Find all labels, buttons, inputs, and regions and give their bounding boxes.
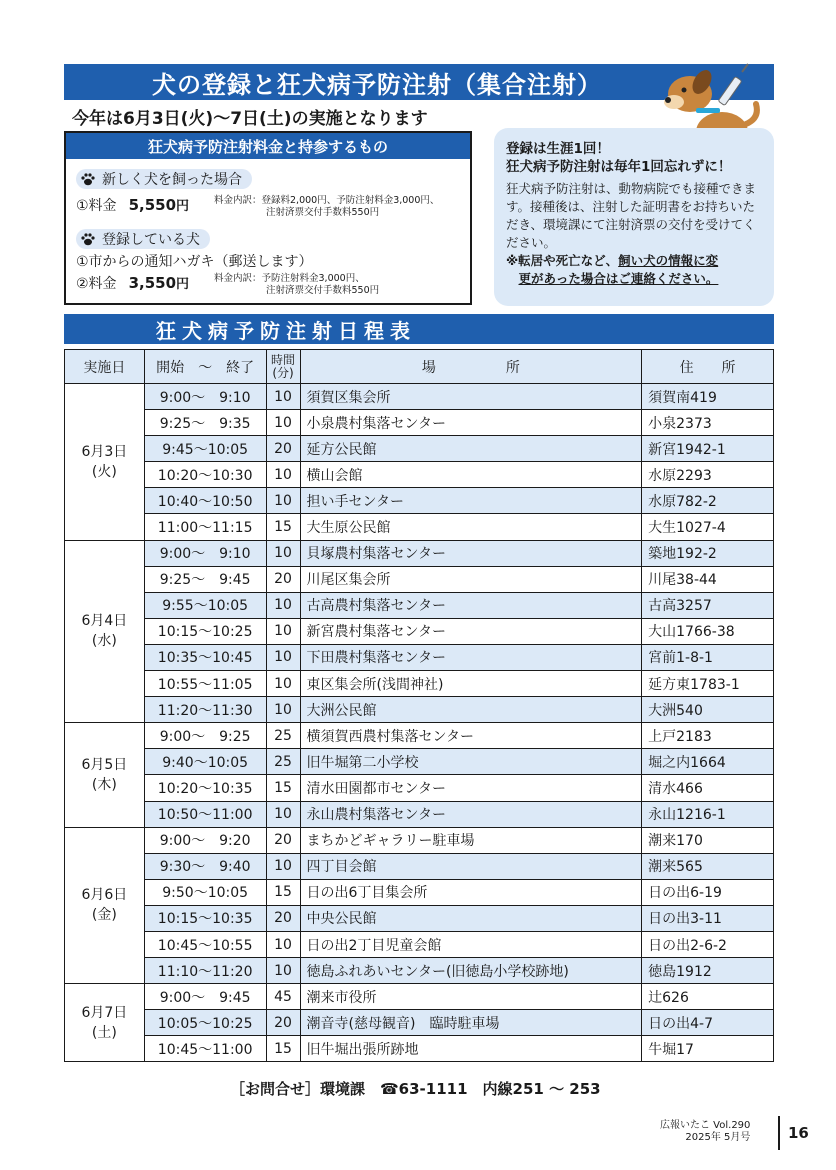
table-row bbox=[65, 1010, 774, 1036]
registered-dog-breakdown bbox=[214, 273, 379, 297]
page-title: 犬の登録と狂犬病予防注射（集合注射） bbox=[152, 70, 602, 99]
time-cell: 10:40～10:50 bbox=[144, 488, 266, 514]
minutes-cell: 10 bbox=[266, 410, 300, 436]
registered-dog-pill bbox=[76, 229, 210, 249]
footer-line1: 広報いたこ Vol.290 bbox=[660, 1120, 751, 1131]
time-cell: 9:25～ 9:35 bbox=[144, 410, 266, 436]
address-cell: 日の出2-6-2 bbox=[642, 931, 774, 957]
place-cell: 須賀区集会所 bbox=[300, 384, 642, 410]
minutes-cell: 15 bbox=[266, 1036, 300, 1062]
weekday-label: (火) bbox=[91, 463, 117, 480]
place-cell: まちかどギャラリー駐車場 bbox=[300, 827, 642, 853]
registered-dog-fee bbox=[76, 273, 189, 293]
table-row bbox=[65, 984, 774, 1010]
minutes-cell: 20 bbox=[266, 566, 300, 592]
table-row bbox=[65, 723, 774, 749]
place-cell: 東区集会所(浅間神社) bbox=[300, 671, 642, 697]
minutes-cell: 20 bbox=[266, 436, 300, 462]
address-cell: 水原2293 bbox=[642, 462, 774, 488]
info-caution bbox=[506, 252, 762, 288]
place-cell: 横須賀西農村集落センター bbox=[300, 723, 642, 749]
minutes-cell: 10 bbox=[266, 801, 300, 827]
address-cell: 潮来565 bbox=[642, 853, 774, 879]
time-cell: 10:15～10:35 bbox=[144, 905, 266, 931]
minutes-cell: 25 bbox=[266, 749, 300, 775]
date-label: 6月3日 bbox=[81, 443, 128, 460]
footer bbox=[660, 1120, 750, 1144]
address-cell: 徳島1912 bbox=[642, 958, 774, 984]
address-cell: 大洲540 bbox=[642, 697, 774, 723]
new-dog-breakdown bbox=[214, 195, 439, 219]
address-cell: 大生1027-4 bbox=[642, 514, 774, 540]
weekday-label: (土) bbox=[91, 1024, 117, 1041]
place-cell: 担い手センター bbox=[300, 488, 642, 514]
minutes-cell: 15 bbox=[266, 514, 300, 540]
date-label: 6月5日 bbox=[81, 756, 128, 773]
minutes-cell: 20 bbox=[266, 905, 300, 931]
minutes-cell: 10 bbox=[266, 384, 300, 410]
table-row bbox=[65, 749, 774, 775]
address-cell: 新宮1942-1 bbox=[642, 436, 774, 462]
time-cell: 9:30～ 9:40 bbox=[144, 853, 266, 879]
new-dog-breakdown-2: 注射済票交付手数料550円 bbox=[266, 207, 380, 218]
table-header-row bbox=[65, 350, 774, 384]
address-cell: 牛堀17 bbox=[642, 1036, 774, 1062]
address-cell: 須賀南419 bbox=[642, 384, 774, 410]
place-cell: 旧牛堀第二小学校 bbox=[300, 749, 642, 775]
info-bold-2: 狂犬病予防注射は毎年1回忘れずに！ bbox=[506, 159, 732, 175]
place-cell: 中央公民館 bbox=[300, 905, 642, 931]
minutes-cell: 10 bbox=[266, 958, 300, 984]
schedule-title-banner bbox=[64, 314, 774, 344]
time-cell: 10:45～10:55 bbox=[144, 931, 266, 957]
place-cell: 日の出6丁目集会所 bbox=[300, 879, 642, 905]
time-cell: 9:40～10:05 bbox=[144, 749, 266, 775]
new-dog-breakdown-1: 料金内訳：登録料2,000円、予防注射料金3,000円、 bbox=[214, 195, 440, 206]
minutes-cell: 15 bbox=[266, 879, 300, 905]
time-cell: 10:50～11:00 bbox=[144, 801, 266, 827]
address-cell: 日の出3-11 bbox=[642, 905, 774, 931]
fee-box-heading: 狂犬病予防注射料金と持参するもの bbox=[66, 133, 470, 159]
page-separator bbox=[778, 1116, 780, 1150]
time-cell: 9:00～ 9:45 bbox=[144, 984, 266, 1010]
registered-dog-fee-amount: 3,550 bbox=[128, 274, 177, 292]
place-cell: 日の出2丁目児童会館 bbox=[300, 931, 642, 957]
place-cell: 四丁目会館 bbox=[300, 853, 642, 879]
time-cell: 11:20～11:30 bbox=[144, 697, 266, 723]
registered-dog-item1: ①市からの通知ハガキ（郵送します） bbox=[76, 254, 313, 270]
page-number: 16 bbox=[788, 1124, 809, 1142]
minutes-cell: 10 bbox=[266, 931, 300, 957]
minutes-cell: 20 bbox=[266, 827, 300, 853]
time-cell: 9:00～ 9:10 bbox=[144, 384, 266, 410]
table-row bbox=[65, 801, 774, 827]
time-cell: 9:25～ 9:45 bbox=[144, 566, 266, 592]
registered-dog-fee-label: ②料金 bbox=[76, 276, 117, 292]
fee-box bbox=[64, 131, 472, 305]
time-cell: 9:00～ 9:10 bbox=[144, 540, 266, 566]
new-dog-pill bbox=[76, 169, 252, 189]
place-cell: 潮音寺(慈母観音) 臨時駐車場 bbox=[300, 1010, 642, 1036]
registered-dog-breakdown-1: 料金内訳：予防注射料金3,000円、 bbox=[214, 273, 365, 284]
header-minutes-1: 時間 bbox=[271, 352, 296, 367]
table-row bbox=[65, 671, 774, 697]
address-cell: 延方東1783-1 bbox=[642, 671, 774, 697]
table-row bbox=[65, 853, 774, 879]
table-row bbox=[65, 384, 774, 410]
address-cell: 辻626 bbox=[642, 984, 774, 1010]
info-box bbox=[494, 128, 774, 306]
time-cell: 10:20～10:30 bbox=[144, 462, 266, 488]
time-cell: 9:00～ 9:25 bbox=[144, 723, 266, 749]
time-cell: 10:35～10:45 bbox=[144, 644, 266, 670]
date-cell bbox=[65, 723, 145, 827]
registered-dog-label: 登録している犬 bbox=[102, 232, 200, 248]
table-row bbox=[65, 488, 774, 514]
time-cell: 10:15～10:25 bbox=[144, 618, 266, 644]
table-row bbox=[65, 958, 774, 984]
time-cell: 10:45～11:00 bbox=[144, 1036, 266, 1062]
minutes-cell: 10 bbox=[266, 592, 300, 618]
registered-dog-fee-yen: 円 bbox=[176, 277, 190, 292]
footer-line2: 2025年 5月号 bbox=[685, 1132, 751, 1143]
schedule-table bbox=[64, 349, 774, 1062]
minutes-cell: 45 bbox=[266, 984, 300, 1010]
time-cell: 10:55～11:05 bbox=[144, 671, 266, 697]
place-cell: 下田農村集落センター bbox=[300, 644, 642, 670]
time-cell: 10:05～10:25 bbox=[144, 1010, 266, 1036]
time-cell: 9:45～10:05 bbox=[144, 436, 266, 462]
minutes-cell: 25 bbox=[266, 723, 300, 749]
place-cell: 横山会館 bbox=[300, 462, 642, 488]
header-minutes-2: (分) bbox=[272, 365, 294, 380]
date-label: 6月7日 bbox=[81, 1004, 128, 1021]
minutes-cell: 10 bbox=[266, 462, 300, 488]
place-cell: 潮来市役所 bbox=[300, 984, 642, 1010]
place-cell: 徳島ふれあいセンター(旧徳島小学校跡地) bbox=[300, 958, 642, 984]
place-cell: 新宮農村集落センター bbox=[300, 618, 642, 644]
date-cell bbox=[65, 540, 145, 723]
address-cell: 清水466 bbox=[642, 775, 774, 801]
date-cell bbox=[65, 984, 145, 1062]
table-row bbox=[65, 827, 774, 853]
paw-icon bbox=[80, 231, 96, 247]
place-cell: 小泉農村集落センター bbox=[300, 410, 642, 436]
address-cell: 古高3257 bbox=[642, 592, 774, 618]
place-cell: 大生原公民館 bbox=[300, 514, 642, 540]
minutes-cell: 10 bbox=[266, 644, 300, 670]
date-cell bbox=[65, 384, 145, 541]
address-cell: 日の出4-7 bbox=[642, 1010, 774, 1036]
table-row bbox=[65, 697, 774, 723]
new-dog-label: 新しく犬を飼った場合 bbox=[102, 172, 242, 188]
minutes-cell: 10 bbox=[266, 671, 300, 697]
table-row bbox=[65, 644, 774, 670]
table-row bbox=[65, 931, 774, 957]
place-cell: 旧牛堀出張所跡地 bbox=[300, 1036, 642, 1062]
place-cell: 延方公民館 bbox=[300, 436, 642, 462]
address-cell: 大山1766-38 bbox=[642, 618, 774, 644]
time-cell: 9:00～ 9:20 bbox=[144, 827, 266, 853]
minutes-cell: 10 bbox=[266, 618, 300, 644]
date-label: 6月6日 bbox=[81, 887, 128, 904]
time-cell: 11:10～11:20 bbox=[144, 958, 266, 984]
new-dog-fee-label: ①料金 bbox=[76, 198, 117, 214]
header-address: 住 所 bbox=[642, 350, 774, 384]
address-cell: 築地192-2 bbox=[642, 540, 774, 566]
paw-icon bbox=[80, 171, 96, 187]
place-cell: 古高農村集落センター bbox=[300, 592, 642, 618]
address-cell: 日の出6-19 bbox=[642, 879, 774, 905]
minutes-cell: 20 bbox=[266, 1010, 300, 1036]
address-cell: 堀之内1664 bbox=[642, 749, 774, 775]
table-row bbox=[65, 775, 774, 801]
table-row bbox=[65, 592, 774, 618]
date-cell bbox=[65, 827, 145, 984]
address-cell: 上戸2183 bbox=[642, 723, 774, 749]
time-cell: 11:00～11:15 bbox=[144, 514, 266, 540]
new-dog-fee bbox=[76, 195, 189, 215]
place-cell: 清水田園都市センター bbox=[300, 775, 642, 801]
address-cell: 宮前1-8-1 bbox=[642, 644, 774, 670]
time-cell: 10:20～10:35 bbox=[144, 775, 266, 801]
schedule-title: 狂犬病予防注射日程表 bbox=[156, 318, 416, 343]
registered-dog-breakdown-2: 注射済票交付手数料550円 bbox=[266, 285, 380, 296]
place-cell: 貝塚農村集落センター bbox=[300, 540, 642, 566]
minutes-cell: 10 bbox=[266, 540, 300, 566]
header-place: 場 所 bbox=[300, 350, 642, 384]
address-cell: 潮来170 bbox=[642, 827, 774, 853]
new-dog-fee-amount: 5,550 bbox=[128, 196, 177, 214]
place-cell: 川尾区集会所 bbox=[300, 566, 642, 592]
address-cell: 川尾38-44 bbox=[642, 566, 774, 592]
header-minutes bbox=[266, 350, 300, 384]
schedule-body bbox=[65, 384, 774, 1062]
table-row bbox=[65, 462, 774, 488]
time-cell: 9:50～10:05 bbox=[144, 879, 266, 905]
header-time: 開始 ～ 終了 bbox=[144, 350, 266, 384]
table-row bbox=[65, 410, 774, 436]
minutes-cell: 10 bbox=[266, 853, 300, 879]
place-cell: 大洲公民館 bbox=[300, 697, 642, 723]
time-cell: 9:55～10:05 bbox=[144, 592, 266, 618]
place-cell: 永山農村集落センター bbox=[300, 801, 642, 827]
weekday-label: (金) bbox=[91, 907, 117, 924]
minutes-cell: 10 bbox=[266, 697, 300, 723]
table-row bbox=[65, 540, 774, 566]
table-row bbox=[65, 514, 774, 540]
new-dog-fee-yen: 円 bbox=[176, 199, 190, 214]
info-caution-underline-1: 飼い犬の情報に変 bbox=[618, 253, 719, 268]
date-label: 6月4日 bbox=[81, 613, 128, 630]
address-cell: 小泉2373 bbox=[642, 410, 774, 436]
info-caution-prefix: ※転居や死亡など、 bbox=[506, 253, 619, 268]
info-caution-underline-2: 更があった場合はご連絡ください。 bbox=[518, 271, 719, 286]
weekday-label: (木) bbox=[91, 776, 117, 793]
table-row bbox=[65, 879, 774, 905]
weekday-label: (水) bbox=[91, 633, 117, 650]
header-date: 実施日 bbox=[65, 350, 145, 384]
subtitle: 今年は6月3日(火)～7日(土)の実施となります bbox=[72, 109, 428, 129]
table-row bbox=[65, 618, 774, 644]
info-bold-1: 登録は生涯1回！ bbox=[506, 141, 610, 157]
table-row bbox=[65, 905, 774, 931]
table-row bbox=[65, 566, 774, 592]
minutes-cell: 15 bbox=[266, 775, 300, 801]
address-cell: 水原782-2 bbox=[642, 488, 774, 514]
contact-info: ［お問合せ］環境課 ☎63-1111 内線251 ～ 253 bbox=[230, 1080, 601, 1098]
table-row bbox=[65, 436, 774, 462]
info-body: 狂犬病予防注射は、動物病院でも接種できます。接種後は、注射した証明書をお持ちいただき、環境課にて注射済票の交付を受けてください。 bbox=[506, 181, 757, 250]
table-row bbox=[65, 1036, 774, 1062]
address-cell: 永山1216-1 bbox=[642, 801, 774, 827]
minutes-cell: 10 bbox=[266, 488, 300, 514]
